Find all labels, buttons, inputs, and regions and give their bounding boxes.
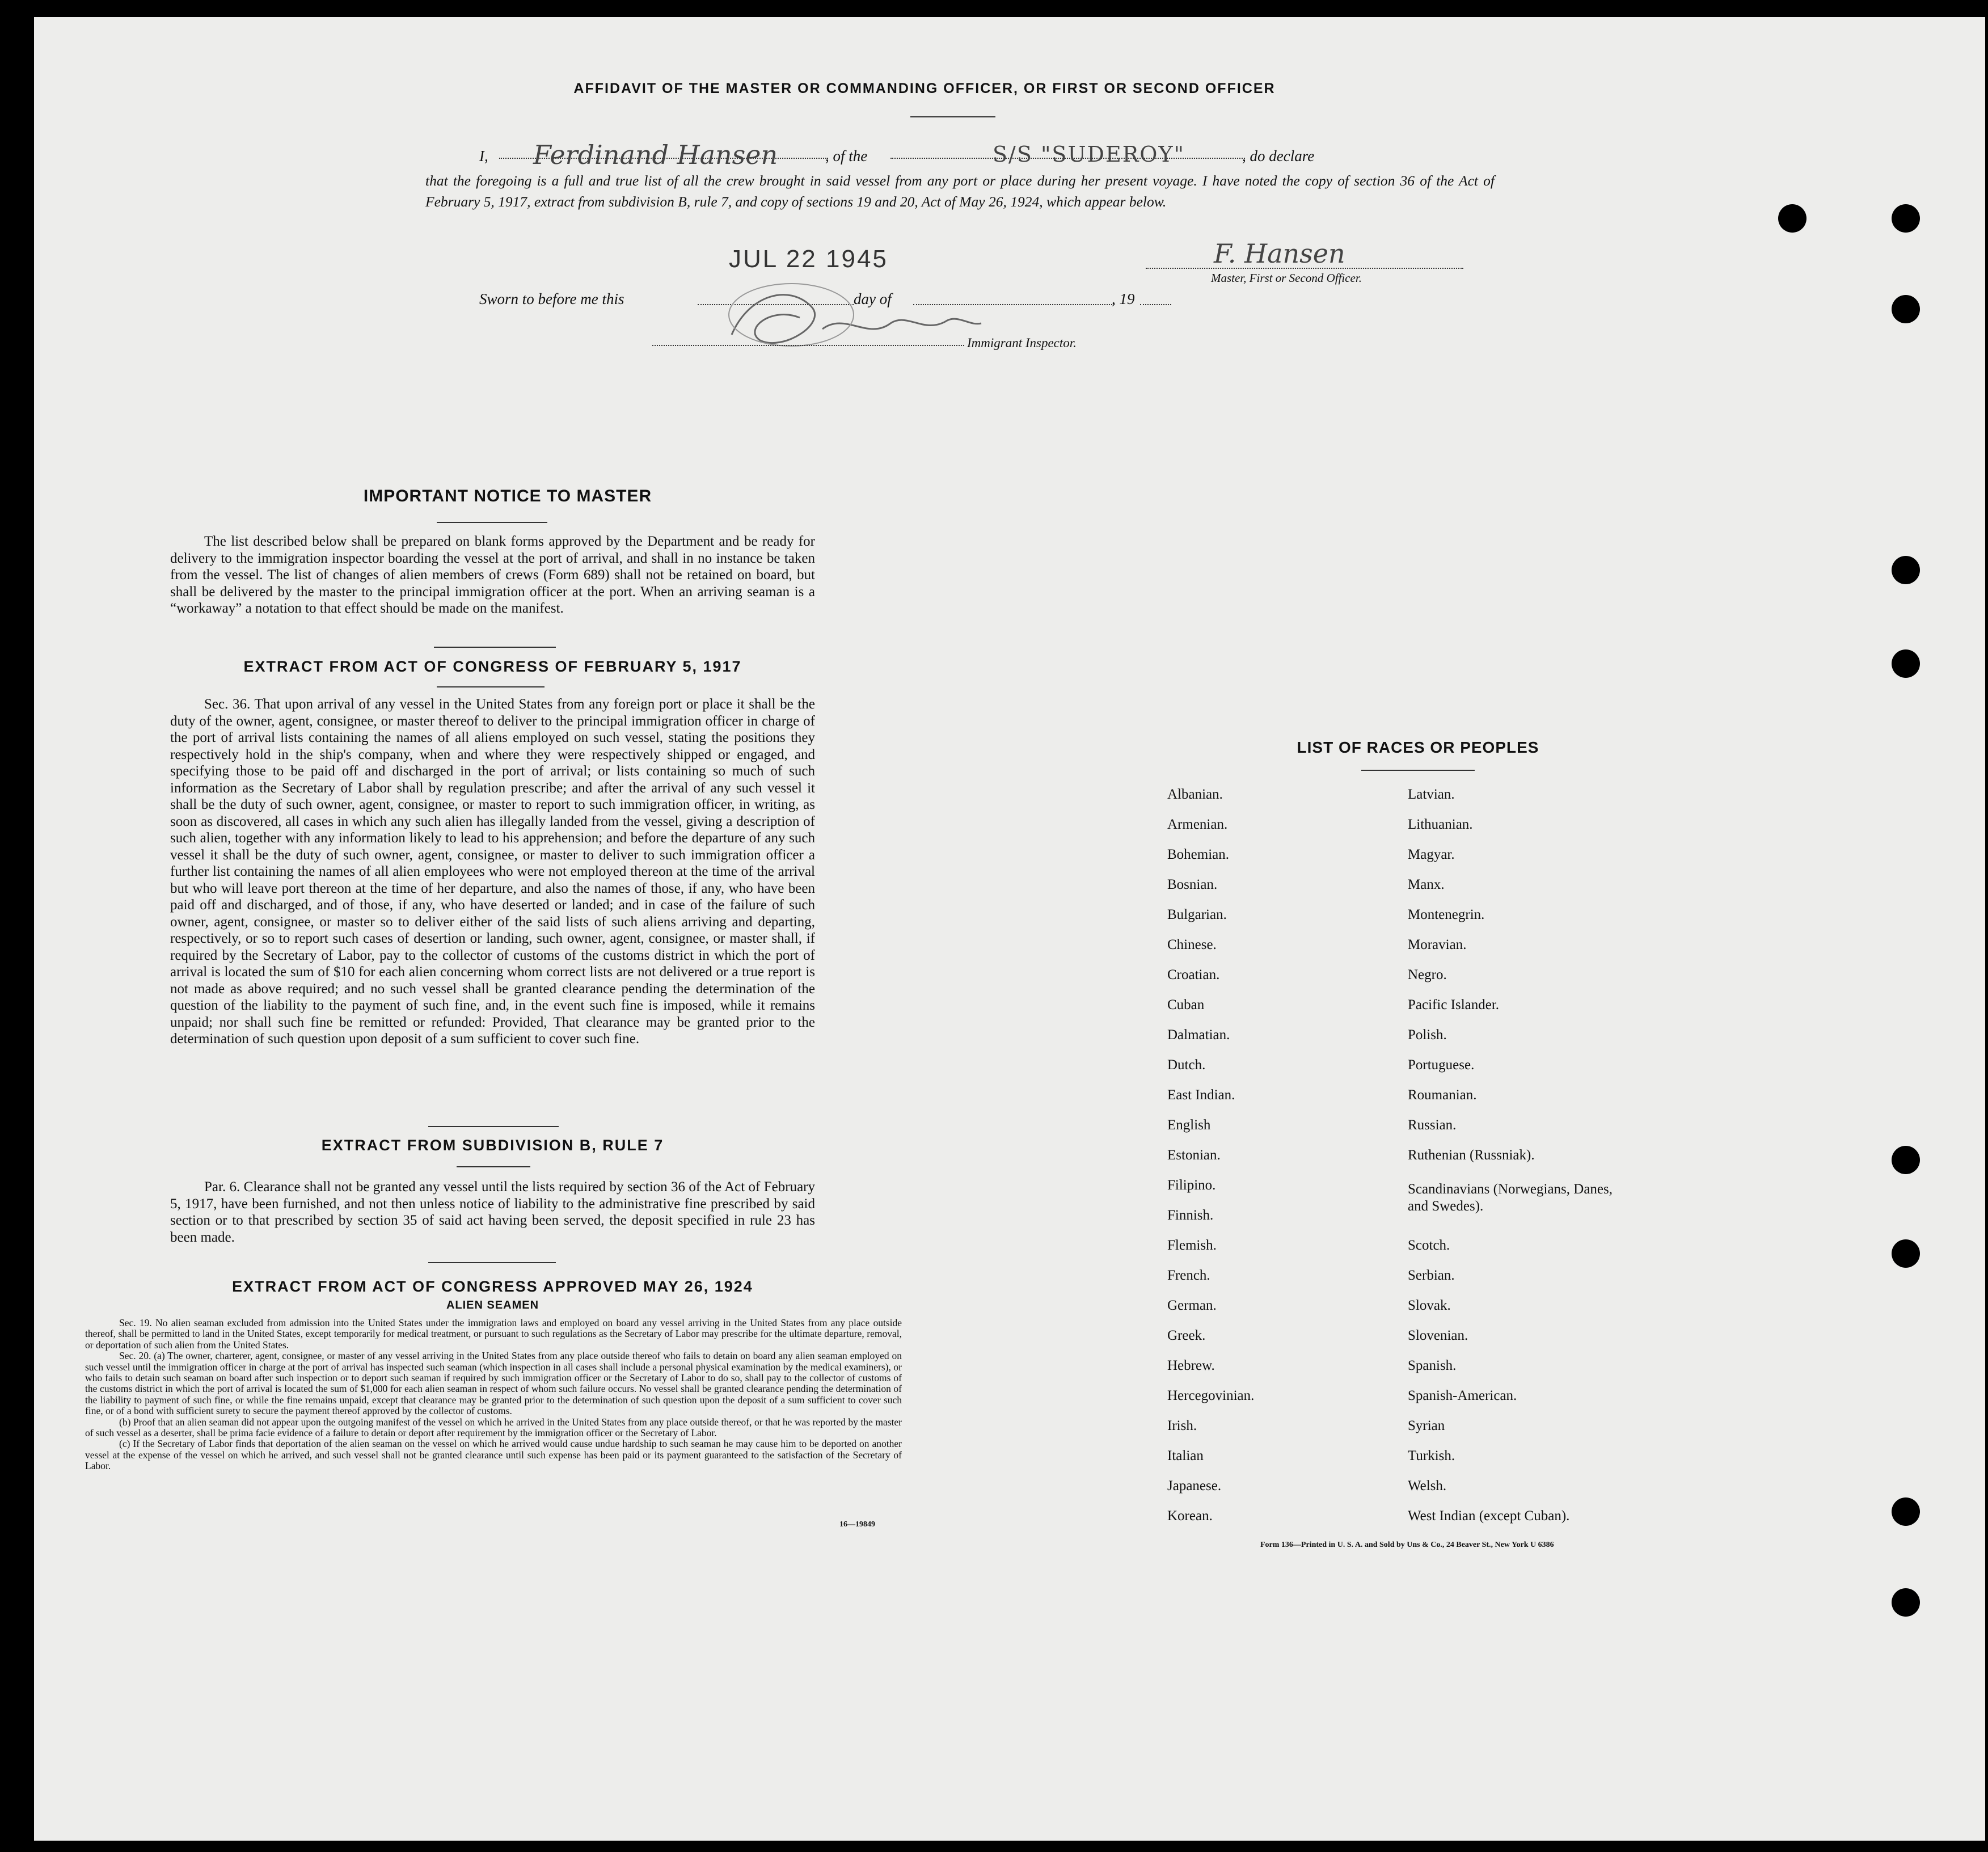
race-item: Italian [1167, 1448, 1204, 1463]
race-item: Slovenian. [1408, 1328, 1468, 1343]
act-1924-subtitle: ALIEN SEAMEN [446, 1299, 539, 1311]
divider [1361, 770, 1475, 771]
race-item: Scandinavians (Norwegians, Danes, and Swedes). [1408, 1182, 1613, 1214]
act-1917-title: EXTRACT FROM ACT OF CONGRESS OF FEBRUARY 5, 1917 [243, 658, 742, 675]
race-item: Filipino. [1167, 1178, 1216, 1193]
affidavit-title: AFFIDAVIT OF THE MASTER OR COMMANDING OFFICER, OR FIRST OR SECOND OFFICER [573, 81, 1276, 96]
vessel-name: S/S "SUDEROY" [993, 142, 1185, 167]
rule7-text: Par. 6. Clearance shall not be granted any vessel until the lists required by section 36 of the Act of February 5, 1917, have been furnished, and not then unless notice of liability to the administrative fine prescribed by said section or to that prescribed by section 35 of said act having been served, the deposit specified in rule 23 has been made. [170, 1179, 815, 1245]
race-item: Greek. [1167, 1328, 1206, 1343]
race-item: Albanian. [1167, 787, 1223, 802]
act-1924-title: EXTRACT FROM ACT OF CONGRESS APPROVED MAY 26, 1924 [232, 1278, 753, 1295]
race-item: Korean. [1167, 1508, 1213, 1524]
act-1924-sec20a: Sec. 20. (a) The owner, charterer, agent, consignee, or master of any vessel arriving in the United States from any place outside thereof who fails to detain on board any alien seaman employed on such vessel until the immigration officer in charge at the port of arrival has inspected such seaman (which inspection in all cases shall include a personal physical examination by the medical examiners), or who fails to detain such seaman on board after such inspection or to deport such seaman if required by such immigration officer or the Secretary of Labor to do so, shall pay to the collector of customs of the customs district in which the port of arrival is located the sum of $1,000 for each alien seaman in respect of whom such failure occurs. No vessel shall be granted clearance pending the determination of the liability to payment of such fine, or while the fine remains unpaid, except that clearance may be granted prior to the determination of such question upon the deposit of a sum sufficient to cover such fine, or of a bond with sufficient surety to secure the payment thereof approved by the collector of customs. [85, 1350, 902, 1417]
race-item: Latvian. [1408, 787, 1455, 802]
race-item: Moravian. [1408, 937, 1467, 952]
race-item: Bosnian. [1167, 877, 1218, 892]
notice-title: IMPORTANT NOTICE TO MASTER [363, 487, 652, 505]
form-code: 16—19849 [839, 1520, 875, 1529]
punch-hole [1892, 1588, 1920, 1617]
race-item: Roumanian. [1408, 1087, 1477, 1103]
date-stamp: JUL 22 1945 [729, 245, 888, 273]
divider [428, 1126, 559, 1127]
race-item: Cuban [1167, 997, 1205, 1013]
race-item: Estonian. [1167, 1148, 1221, 1163]
race-item: Spanish-American. [1408, 1388, 1517, 1403]
label-declare: , do declare [1242, 147, 1315, 164]
printer-imprint: Form 136—Printed in U. S. A. and Sold by Uns & Co., 24 Beaver St., New York U 6386 [1260, 1541, 1554, 1549]
sworn-year-label: , 19 [1112, 290, 1135, 307]
master-name: Ferdinand Hansen [533, 140, 778, 170]
affidavit-body: that the foregoing is a full and true list of all the crew brought in said vessel from any port or place during her present voyage. I have noted the copy of section 36 of the Act of February 5, 1917, extract from subdivision B, rule 7, and copy of sections 19 and 20, Act of May 26, 1924, which appear below. [425, 172, 1495, 210]
sworn-day-label: day of [854, 290, 892, 307]
race-item: Hebrew. [1167, 1358, 1215, 1373]
race-item: Dutch. [1167, 1057, 1206, 1073]
race-item: French. [1167, 1268, 1210, 1283]
race-item: Portuguese. [1408, 1057, 1475, 1073]
race-item: Lithuanian. [1408, 817, 1473, 832]
race-item: Pacific Islander. [1408, 997, 1500, 1013]
race-item: Finnish. [1167, 1208, 1214, 1223]
divider [910, 116, 995, 117]
race-item: West Indian (except Cuban). [1408, 1508, 1570, 1524]
race-item: Turkish. [1408, 1448, 1455, 1463]
punch-hole [1892, 556, 1920, 584]
race-item: Bulgarian. [1167, 907, 1227, 922]
label-of-the: , of the [825, 147, 868, 164]
race-item: Polish. [1408, 1027, 1447, 1043]
punch-hole [1892, 1239, 1920, 1268]
race-item: Ruthenian (Russniak). [1408, 1148, 1535, 1163]
race-item: Scotch. [1408, 1238, 1450, 1253]
race-item: Croatian. [1167, 967, 1220, 982]
signature-caption: Master, First or Second Officer. [1211, 271, 1362, 285]
race-item: Magyar. [1408, 847, 1455, 862]
race-item: Hercegovinian. [1167, 1388, 1255, 1403]
race-item: Manx. [1408, 877, 1445, 892]
punch-hole [1892, 1146, 1920, 1174]
race-item: Bohemian. [1167, 847, 1230, 862]
divider [457, 1166, 530, 1167]
act-1924-sec19: Sec. 19. No alien seaman excluded from admission into the United States under the immigration laws and employed on board any vessel arriving in the United States from any place outside thereof, shall be permitted to land in the United States, except temporarily for medical treatment, or pursuant to such regulations as the Secretary of Labor may prescribe for the ultimate departure, removal, or deportation of such alien from the United States. [85, 1317, 902, 1351]
race-item: Montenegrin. [1408, 907, 1485, 922]
divider [428, 1262, 556, 1263]
punch-hole [1892, 1497, 1920, 1526]
punch-hole [1778, 204, 1806, 233]
notice-text: The list described below shall be prepared on blank forms approved by the Department and be ready for delivery to the immigration inspector boarding the vessel at the port of arrival, and shall in no instance be taken from the vessel. The list of changes of alien members of crews (Form 689) shall not be retained on board, but shall be delivered by the master to the principal immigration officer at the port. When an arriving seaman is a “workaway” a notation to that effect should be made on the manifest. [170, 534, 815, 616]
race-item: Welsh. [1408, 1478, 1447, 1494]
race-item: Russian. [1408, 1117, 1457, 1133]
race-item: East Indian. [1167, 1087, 1235, 1103]
race-item: German. [1167, 1298, 1217, 1313]
race-item: Slovak. [1408, 1298, 1451, 1313]
races-title: LIST OF RACES OR PEOPLES [1297, 739, 1539, 756]
inspector-line [652, 345, 964, 346]
race-item: Irish. [1167, 1418, 1197, 1433]
master-signature: F. Hansen [1214, 238, 1345, 269]
act-1924-sec20b: (b) Proof that an alien seaman did not appear upon the outgoing manifest of the vessel on which he arrived in the United States from any place outside thereof, or that he was reported by the master of such vessel as a deserter, shall be prima facie evidence of a failure to detain or deport after requirement by the immigration officer or the Secretary of Labor. [85, 1416, 902, 1439]
divider [437, 522, 547, 523]
race-item: Flemish. [1167, 1238, 1217, 1253]
race-item: English [1167, 1117, 1211, 1133]
race-item: Japanese. [1167, 1478, 1222, 1494]
label-i: I, [479, 147, 488, 164]
inspector-signature-scribble [698, 272, 993, 369]
race-item: Serbian. [1408, 1268, 1455, 1283]
sworn-prefix: Sworn to before me this [479, 290, 624, 307]
act-1917-text: Sec. 36. That upon arrival of any vessel in the United States from any foreign port or place it shall be the duty of the owner, agent, consignee, or master thereof to deliver to the principal immigration officer in charge of the port of arrival lists containing the names of all aliens employed on such vessel, stating the positions they respectively hold in the ship's company, when and where they were respectively shipped or engaged, and specifying those to be paid off and discharged in the port of arrival; or lists containing so much of such information as the Secretary of Labor shall by regulation prescribe; and after the arrival of any such vessel it shall be the duty of such owner, agent, consignee, or master to report to such immigration officer, in writing, as soon as discovered, all cases in which any such alien has illegally landed from the vessel, giving a description of such alien, together with any information likely to lead to his apprehension; and before the departure of any such vessel it shall be the duty of such owner, agent, consignee, or master to deliver to such immigration officer a further list containing the names of all alien employees who were not employed thereon at the time of the arrival but who will leave port thereon at the time of her departure, and also the names of those, if any, who have been paid off and discharged, and of those, if any, who have deserted or landed; and in case of the failure of such owner, agent, consignee, or master so to deliver either of the said lists of such aliens arriving and departing, respectively, or so to report such cases of desertion or landing, such owner, agent, consignee, or master shall, if required by the Secretary of Labor, pay to the collector of customs of the customs district in which the port of arrival is located the sum of $10 for each alien concerning whom correct lists are not delivered or a true report is not made as above required; and no such vessel shall be granted clearance pending the determination of the question of the liability to the payment of such fine, and, in the event such fine is imposed, while it remains unpaid; nor shall such fine be remitted or refunded: Provided, That clearance may be granted prior to the determination of such question upon deposit of a sum sufficient to cover such fine. [170, 697, 815, 1047]
race-item: Spanish. [1408, 1358, 1457, 1373]
punch-hole [1892, 295, 1920, 323]
punch-hole [1892, 649, 1920, 678]
sworn-year-blank [1140, 304, 1171, 305]
inspector-caption: Immigrant Inspector. [967, 336, 1077, 350]
rule7-title: EXTRACT FROM SUBDIVISION B, RULE 7 [321, 1137, 664, 1154]
divider [437, 686, 545, 687]
race-item: Negro. [1408, 967, 1447, 982]
divider [434, 647, 556, 648]
act-1924-sec20c: (c) If the Secretary of Labor finds that deportation of the alien seaman on the vessel on which he arrived would cause undue hardship to such seaman he may cause him to be deported on another vessel at the expense of the vessel on which he arrived, and such vessel shall not be granted clearance until such expense has been paid or its payment guaranteed to the satisfaction of the Secretary of Labor. [85, 1438, 902, 1472]
race-item: Syrian [1408, 1418, 1445, 1433]
race-item: Chinese. [1167, 937, 1217, 952]
race-item: Dalmatian. [1167, 1027, 1230, 1043]
race-item: Armenian. [1167, 817, 1228, 832]
punch-hole [1892, 204, 1920, 233]
act-1924-body [85, 1318, 902, 1472]
